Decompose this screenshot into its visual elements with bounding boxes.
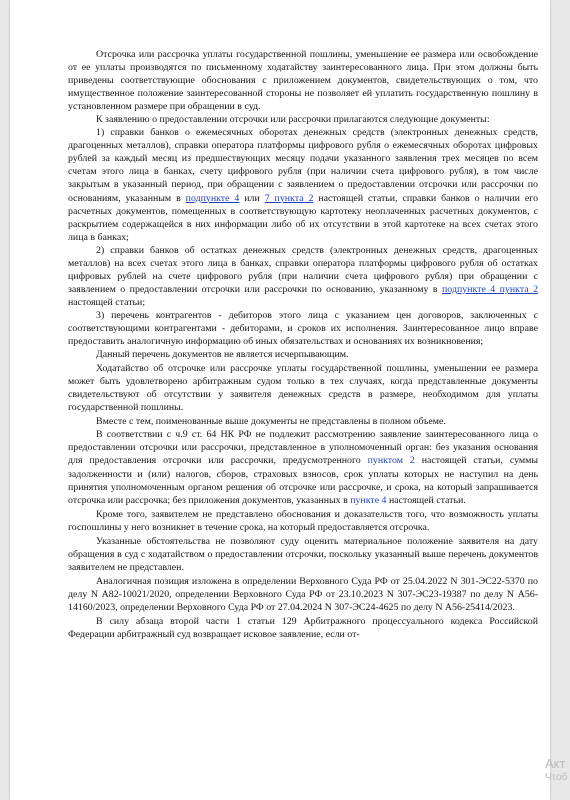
paragraph (68, 244, 538, 309)
paragraph (68, 362, 538, 414)
watermark-line-2: Чтоб (545, 771, 568, 783)
paragraph-text: Аналогичная позиция изложена в определении Верховного Суда РФ от 25.04.2022 N 301-ЭС22-5370 по делу N А82-10021/2020, определении Верховного Суда РФ от 23.10.2023 N 307-ЭС23-19387 по делу N А56-14160/2023, определении Верховного Суда РФ от 27.04.2024 N 307-ЭС24-4625 по делу N А56-25414/2023. (68, 575, 538, 613)
paragraph-text: настоящей статьи. (386, 494, 466, 506)
paragraph (68, 615, 538, 641)
paragraph-text: 3) перечень контрагентов - дебиторов этого лица с указанием цен договоров, заключенных с соответствующими контрагентами - дебиторами, и сроков их исполнения. Заинтересованное лицо вправе предоставить аналогичную информацию об иных обязательствах и основаниях их возникновения; (68, 309, 538, 348)
watermark-line-1: Акт (545, 756, 566, 771)
paragraph-text: В соответствии с ч.9 ст. 64 НК РФ не подлежит рассмотрению заявление заинтересованного лица о предоставлении отсрочки или рассрочки, представленное в уполномоченный орган: без указания основания для предоставления отсрочки или рассрочки, предусмотренного (68, 429, 538, 467)
paragraph-text: 2) справки банков об остатках денежных средств (электронных денежных средств, драгоценных металлов) на всех счетах этого лица в банках, справки оператора платформы цифрового рубля об остатках цифровых рублей на счете цифрового рубля (при наличии счета цифрового рубля) при обращении с заявлением о предоставлении отсрочки или рассрочки по основанию, указанному в (68, 244, 538, 295)
paragraph (68, 575, 538, 614)
paragraph-text: Указанные обстоятельства не позволяют суду оценить материальное положение заявителя на дату обращения в суд с ходатайством о предоставлении отсрочки, поскольку указанный выше перечень документов заявителем не представлен. (68, 535, 538, 573)
paragraph-text: К заявлению о предоставлении отсрочки или рассрочки прилагаются следующие документы: (96, 114, 490, 126)
paragraph (68, 428, 538, 506)
law-reference-link[interactable]: пунктом 2 (367, 455, 415, 467)
paragraph-text: Ходатайство об отсрочке или рассрочке уплаты государственной пошлины, уменьшении ее размера может быть удовлетворено арбитражным судом только в тех случаях, когда представленные документы свидетельствуют об отсутствии у заявителя денежных средств в размере, необходимом для уплаты государственной пошлины. (68, 363, 538, 414)
paragraph-text: или (239, 192, 265, 204)
paragraph (68, 126, 538, 243)
paragraph (68, 48, 538, 113)
paragraph-text: В силу абзаца второй части 1 статьи 129 Арбитражного процессуального кодекса Российской Федерации арбитражный суд возвращает исковое заявление, если от- (68, 616, 538, 641)
paragraph (68, 113, 538, 126)
paragraph-text: настоящей статьи; (68, 296, 146, 308)
paragraph (68, 535, 538, 574)
paragraph (68, 508, 538, 534)
paragraph-text: настоящей статьи, справки банков о наличии его расчетных документов, помещенных в соответствующую картотеку неоплаченных расчетных документов, с раскрытием содержащейся в них информации либо об их отсутствии в этой картотеке на всех счетах этого лица в банках; (68, 192, 539, 243)
paragraph-text: Кроме того, заявителем не представлено обоснования и доказательств того, что возможность уплаты госпошлины у него возникнет в течение срока, на который предоставляется отсрочка. (68, 508, 538, 533)
activation-watermark (545, 757, 567, 783)
paragraph (68, 415, 538, 428)
paragraph (68, 348, 538, 361)
paragraph-text: Данный перечень документов не является исчерпывающим. (96, 349, 349, 361)
law-reference-link[interactable]: 7 пункта 2 (264, 192, 314, 204)
paragraph-text: Вместе с тем, поименованные выше документы не представлены в полном объеме. (96, 416, 446, 428)
document-body (68, 48, 538, 641)
document-page (10, 0, 550, 800)
law-reference-link[interactable]: подпункте 4 пункта 2 (442, 283, 539, 295)
paragraph-text: 1) справки банков о ежемесячных оборотах денежных средств (электронных денежных средств, драгоценных металлов), справки оператора платформы цифрового рубля о ежемесячных оборотах цифровых рублей за каждый месяц из предшествующих месяцу подачи указанного заявления трех месяцев по всем счетам этого лица в банках, счету цифрового рубля (при наличии счета цифрового рубля), в том числе закрытым в указанный период, при обращении с заявлением о предоставлении отсрочки или рассрочки по основаниям, указанным в (68, 127, 538, 204)
paragraph-text: настоящей статьи, суммы задолженности и (или) налогов, сборов, страховых взносов, срок уплаты которых не наступил на день принятия уполномоченным органом решения об отсрочке или рассрочке, и срока, на который запрашивается отсрочка или рассрочка; без приложения документов, указанных в (68, 455, 539, 506)
paragraph-text: Отсрочка или рассрочка уплаты государственной пошлины, уменьшение ее размера или освобождение от ее уплаты производятся по письменному ходатайству заинтересованного лица. При этом должны быть приведены соответствующие обоснования с приложением документов, свидетельствующих о том, что имущественное положение заинтересованной стороны не позволяет ей уплатить государственную пошлину в установленном размере при обращении в суд. (68, 49, 538, 113)
paragraph (68, 309, 538, 348)
law-reference-link[interactable]: пункте 4 (350, 494, 387, 506)
law-reference-link[interactable]: подпункте 4 (185, 192, 240, 204)
